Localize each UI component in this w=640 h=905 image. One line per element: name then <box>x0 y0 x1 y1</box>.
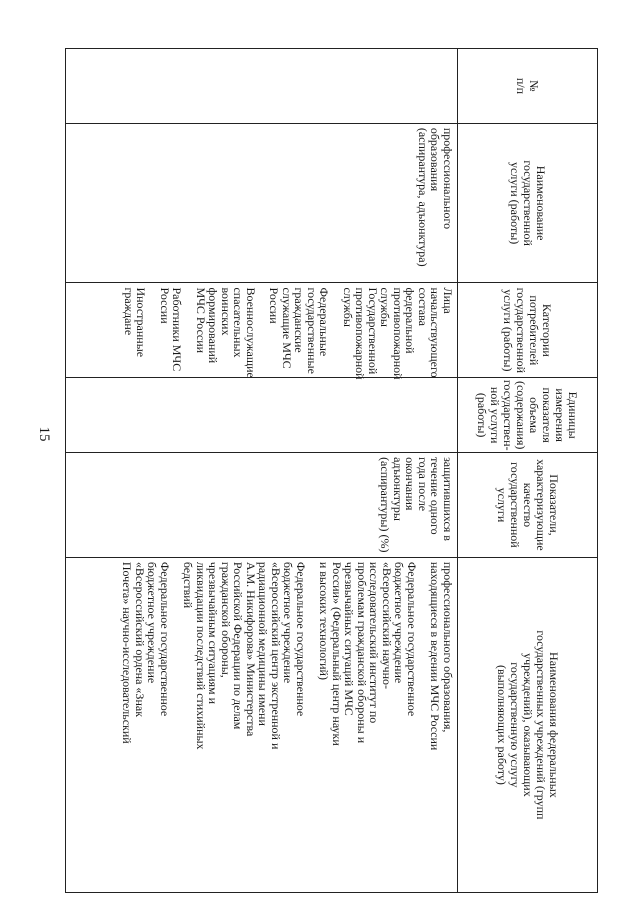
column-number <box>66 49 597 124</box>
cell-institutions <box>66 558 457 892</box>
institution-entry: Федеральное государственное бюджетное учреждение «Всероссийский ордена «Знак Почета» научно-исследовательский <box>120 561 172 744</box>
page-number: 15 <box>36 426 52 442</box>
consumer-category: Военнослужащие спасательных воинских формирований МЧС России <box>194 287 258 378</box>
header-institutions: Наименования федеральных государственных учреждений (групп учреждений), оказывающих государственную услугу (выполняющих работу) <box>457 558 597 892</box>
column-institutions <box>66 558 597 892</box>
header-service-name: Наименование государственной услуги (работы) <box>457 124 597 283</box>
column-consumers <box>66 283 597 378</box>
header-indicators: Показатели, характеризующие качество государственной услуги <box>457 453 597 557</box>
header-consumers: Категории потребителей государственной услуги (работы) <box>457 283 597 377</box>
column-indicators <box>66 453 597 558</box>
institution-entry: Федеральное государственное бюджетное учреждение «Всероссийский центр экстренной и радиационной медицины имени А.М. Никифорова» Министерства Российской Федерации по делам гражданской обороны, чрезвычайным ситуациям и ликвидации последствий стихийных бедствий <box>181 561 308 750</box>
consumer-category: Федеральные государственные гражданские служащие МЧС России <box>267 287 332 374</box>
institution-entry: Федеральное государственное бюджетное учреждение «Всероссийский научно- исследовательский институт по проблемам гражданской обороны и чрезвычайных ситуаций МЧС России» (Федеральный центр науки и высоких технологий) <box>317 561 419 746</box>
cell-indicators: защитившихся в течение одного года после окончания адъюнктуры (аспирантуры) (%) <box>378 457 455 553</box>
column-units <box>66 378 597 453</box>
cell-units <box>66 378 457 452</box>
consumer-category: Иностранные граждане <box>122 287 149 358</box>
column-service-name <box>66 124 597 284</box>
consumer-category: Лица начальствующего состава федеральной противопожарной службы Государственной противопожарной службы <box>341 287 455 380</box>
cell-service-name: профессионального образования (аспирантура, адъюнктура) <box>416 127 455 267</box>
header-number: № п/п <box>457 49 597 123</box>
cell-consumers <box>66 283 457 380</box>
header-units: Единицы измерения показателя объема (содержания) государствен- ной услуги (работы) <box>457 378 597 452</box>
institution-entry: профессионального образования, находящиеся в ведении МЧС России <box>428 561 455 751</box>
consumer-category: Работники МЧС России <box>158 287 185 372</box>
cell-number <box>66 49 457 123</box>
services-table <box>65 48 598 893</box>
